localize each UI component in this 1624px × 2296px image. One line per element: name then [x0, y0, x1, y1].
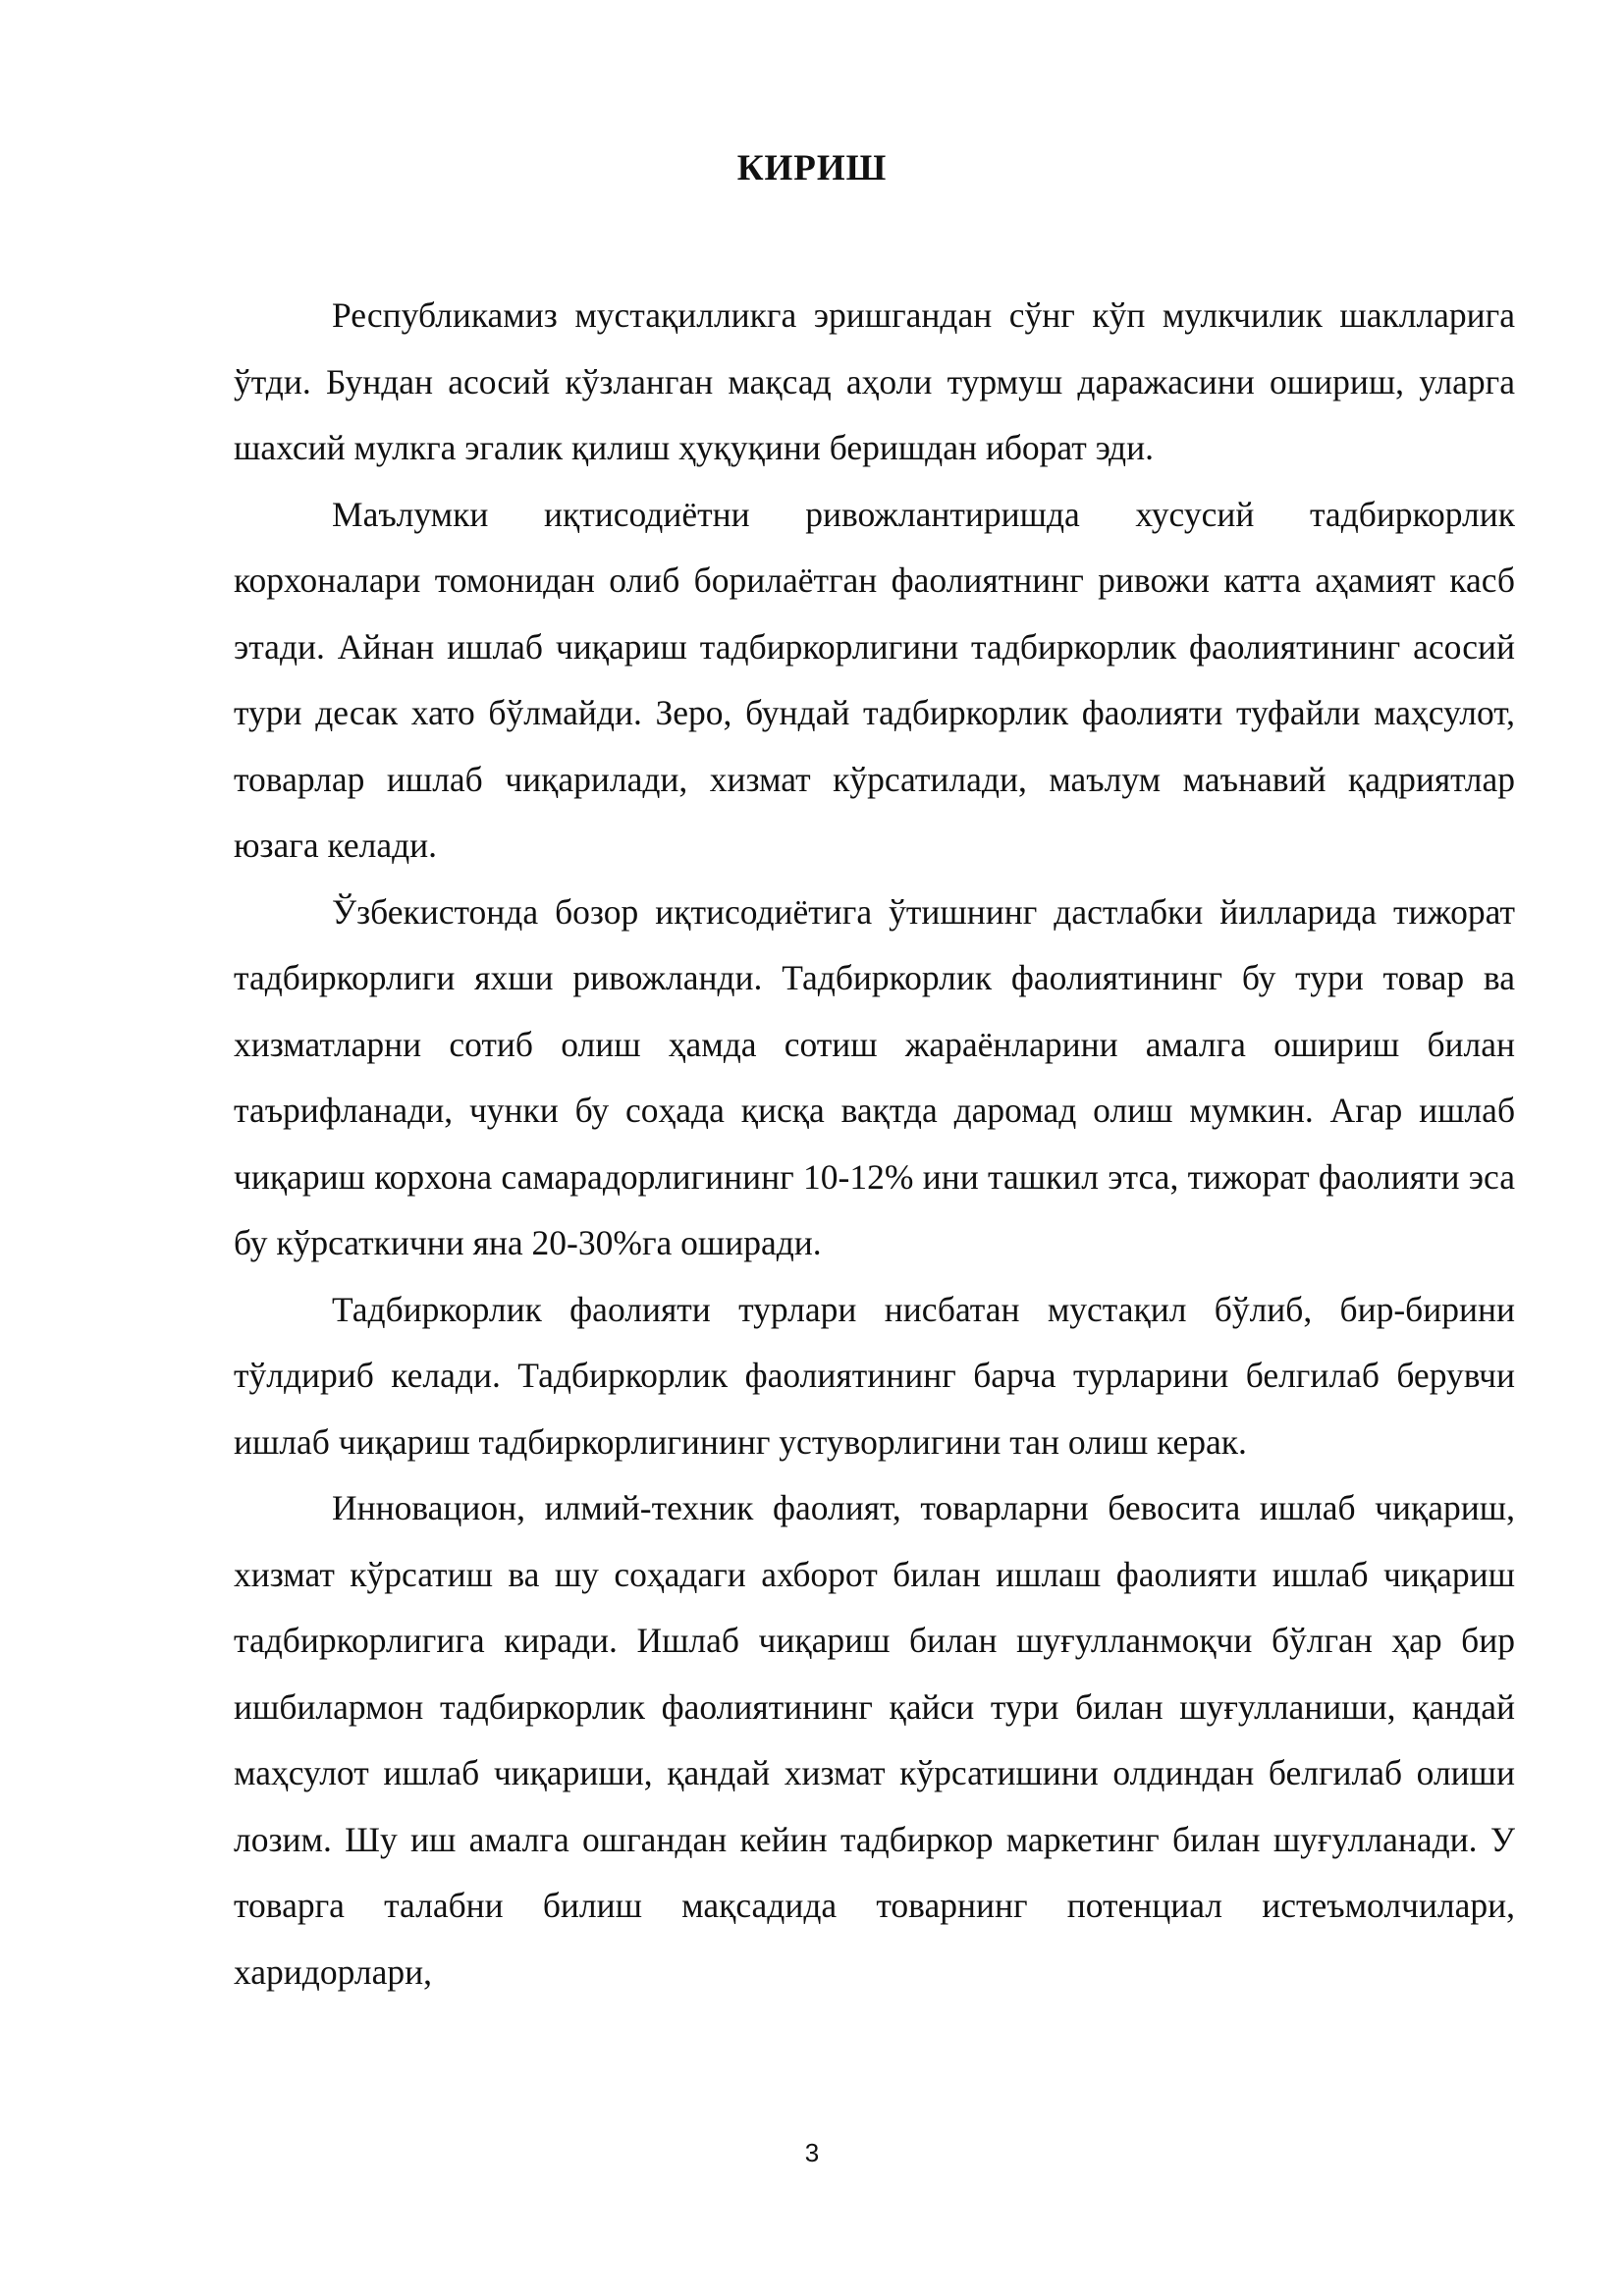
paragraph-4: Тадбиркорлик фаолияти турлари нисбатан мустақил бўлиб, бир-бирини тўлдириб келади. Тадбиркорлик фаолиятининг барча турларини белгилаб берувчи ишлаб чиқариш тадбиркорлигининг устуворлигини тан олиш керак. — [234, 1289, 1515, 1462]
page-title: КИРИШ — [736, 148, 888, 188]
page-number: 3 — [804, 2138, 820, 2167]
paragraph-5: Инновацион, илмий-техник фаолият, товарларни бевосита ишлаб чиқариш, хизмат кўрсатиш ва шу соҳадаги ахборот билан ишлаш фаолияти ишлаб чиқариш тадбиркорлигига киради. Ишлаб чиқариш билан шуғулланмоқчи бўлган ҳар бир ишбилармон тадбиркорлик фаолиятининг қайси тури билан шуғулланиши, қандай маҳсулот ишлаб чиқариши, қандай хизмат кўрсатишини олдиндан белгилаб олиши лозим. Шу иш амалга ошгандан кейин тадбиркор маркетинг билан шуғулланади. У товарга талабни билиш мақсадида товарнинг потенциал истеъмолчилари, харидорлари, — [234, 1488, 1515, 1992]
paragraph-2: Маълумки иқтисодиётни ривожлантиришда хусусий тадбиркорлик корхоналари томонидан олиб борилаётган фаолиятнинг ривожи катта аҳамият касб этади. Айнан ишлаб чиқариш тадбиркорлигини тадбиркорлик фаолиятининг асосий тури десак хато бўлмайди. Зеро, бундай тадбиркорлик фаолияти туфайли маҳсулот, товарлар ишлаб чиқарилади, хизмат кўрсатилади, маълум маънавий қадриятлар юзага келади. — [234, 494, 1515, 865]
paragraph-1: Республикамиз мустақилликга эришгандан сўнг кўп мулкчилик шаклларига ўтди. Бундан асосий кўзланган мақсад аҳоли турмуш даражасини ошириш, уларга шахсий мулкга эгалик қилиш ҳуқуқини беришдан иборат эди. — [234, 295, 1515, 467]
body-text — [234, 283, 1515, 2005]
paragraph-3: Ўзбекистонда бозор иқтисодиётига ўтишнинг дастлабки йилларида тижорат тадбиркорлиги яхши ривожланди. Тадбиркорлик фаолиятининг бу тури товар ва хизматларни сотиб олиш ҳамда сотиш жараёнларини амалга ошириш билан таърифланади, чунки бу соҳада қисқа вақтда даромад олиш мумкин. Агар ишлаб чиқариш корхона самарадорлигининг 10-12% ини ташкил этса, тижорат фаолияти эса бу кўрсаткични яна 20-30%га оширади. — [234, 891, 1515, 1262]
